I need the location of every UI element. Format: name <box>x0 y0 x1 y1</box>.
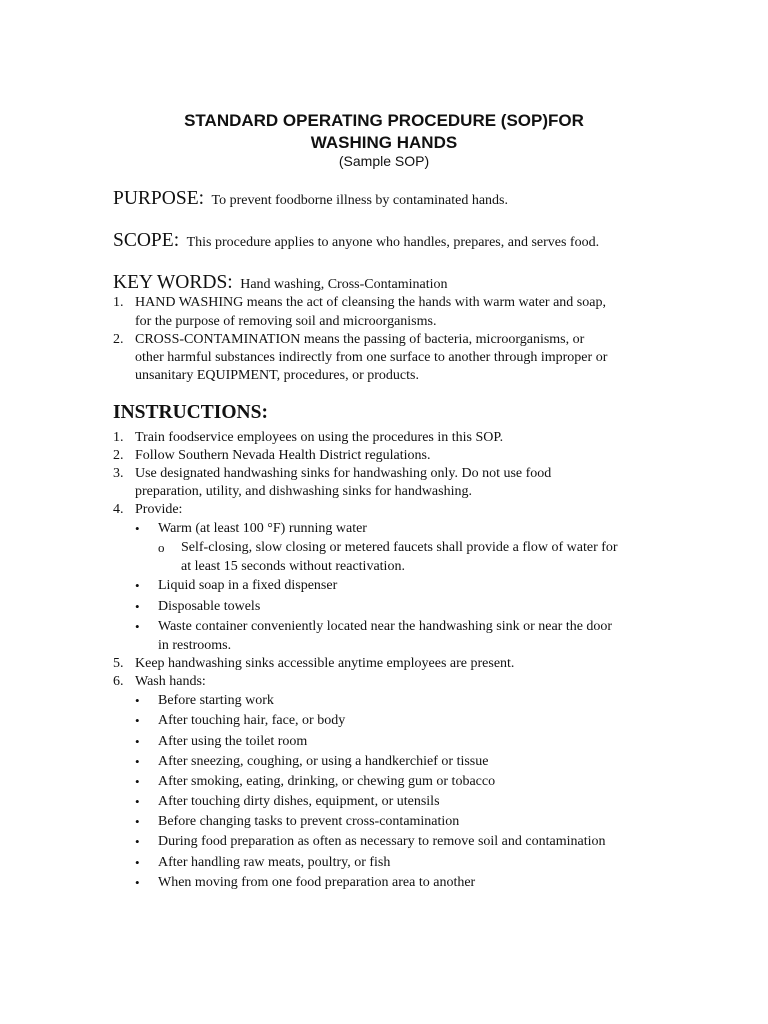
subtitle: (Sample SOP) <box>338 153 430 169</box>
bullet-glyph: • <box>135 794 140 809</box>
wash-hands-item: After sneezing, coughing, or using a handkerchief or tissue <box>158 754 489 769</box>
scope-text: This procedure applies to anyone who handles, prepares, and serves food. <box>186 235 600 250</box>
bullet-glyph: • <box>135 754 140 769</box>
provide-item: Warm (at least 100 °F) running water <box>158 521 367 536</box>
instruction-line: preparation, utility, and dishwashing sinks for handwashing. <box>135 484 472 499</box>
key-word-line: for the purpose of removing soil and microorganisms. <box>135 314 437 329</box>
title-line-2: WASHING HANDS <box>310 133 458 152</box>
wash-hands-item: After using the toilet room <box>158 734 308 749</box>
provide-item: Disposable towels <box>158 599 261 614</box>
instruction-line: Train foodservice employees on using the procedures in this SOP. <box>135 430 504 445</box>
bullet-glyph: • <box>135 521 140 536</box>
wash-hands-item: During food preparation as often as necessary to remove soil and contamination <box>158 834 606 849</box>
wash-hands-item: After touching hair, face, or body <box>158 713 346 728</box>
key-words-section <box>113 272 447 294</box>
bullet-glyph: • <box>135 713 140 728</box>
bullet-glyph: • <box>135 578 140 593</box>
wash-hands-item: After handling raw meats, poultry, or fish <box>158 855 391 870</box>
key-word-line: CROSS-CONTAMINATION means the passing of bacteria, microorganisms, or <box>135 332 585 347</box>
sub-bullet-glyph: o <box>158 540 165 555</box>
bullet-glyph: • <box>135 734 140 749</box>
scope-section <box>113 230 599 252</box>
instructions-heading: INSTRUCTIONS: <box>113 402 268 423</box>
bullet-glyph: • <box>135 855 140 870</box>
instruction-number: 2. <box>113 448 124 463</box>
instruction-number: 1. <box>113 430 124 445</box>
wash-hands-item: Before changing tasks to prevent cross-contamination <box>158 814 460 829</box>
instruction-line: Wash hands: <box>135 674 206 689</box>
bullet-glyph: • <box>135 774 140 789</box>
key-words-heading: KEY WORDS: <box>113 272 233 293</box>
purpose-section <box>113 188 508 210</box>
wash-hands-item: After smoking, eating, drinking, or chewing gum or tobacco <box>158 774 496 789</box>
provide-sub-item: Self-closing, slow closing or metered faucets shall provide a flow of water for <box>181 540 618 555</box>
instruction-line: Provide: <box>135 502 183 517</box>
provide-item: Waste container conveniently located near the handwashing sink or near the door <box>158 619 613 634</box>
provide-item: Liquid soap in a fixed dispenser <box>158 578 338 593</box>
wash-hands-item: After touching dirty dishes, equipment, or utensils <box>158 794 440 809</box>
instruction-line: Use designated handwashing sinks for handwashing only. Do not use food <box>135 466 552 481</box>
instruction-number: 4. <box>113 502 124 517</box>
key-word-line: unsanitary EQUIPMENT, procedures, or products. <box>135 368 419 383</box>
key-word-line: HAND WASHING means the act of cleansing the hands with warm water and soap, <box>135 295 606 310</box>
bullet-glyph: • <box>135 875 140 890</box>
key-word-number: 2. <box>113 332 124 347</box>
instructions-section <box>113 402 268 424</box>
purpose-heading: PURPOSE: <box>113 188 205 209</box>
wash-hands-item: Before starting work <box>158 693 274 708</box>
bullet-glyph: • <box>135 619 140 634</box>
purpose-text: To prevent foodborne illness by contaminated hands. <box>211 193 508 208</box>
instruction-line: Follow Southern Nevada Health District regulations. <box>135 448 431 463</box>
title-line-1: STANDARD OPERATING PROCEDURE (SOP)FOR <box>184 111 584 130</box>
provide-sub-item: at least 15 seconds without reactivation. <box>181 559 405 574</box>
wash-hands-item: When moving from one food preparation area to another <box>158 875 476 890</box>
instruction-number: 6. <box>113 674 124 689</box>
scope-heading: SCOPE: <box>113 230 180 251</box>
provide-item: in restrooms. <box>158 638 232 653</box>
key-word-number: 1. <box>113 295 124 310</box>
key-word-line: other harmful substances indirectly from one surface to another through improper or <box>135 350 608 365</box>
instruction-line: Keep handwashing sinks accessible anytime employees are present. <box>135 656 515 671</box>
instruction-number: 3. <box>113 466 124 481</box>
key-words-text: Hand washing, Cross-Contamination <box>240 277 448 292</box>
bullet-glyph: • <box>135 814 140 829</box>
instruction-number: 5. <box>113 656 124 671</box>
bullet-glyph: • <box>135 693 140 708</box>
bullet-glyph: • <box>135 834 140 849</box>
bullet-glyph: • <box>135 599 140 614</box>
